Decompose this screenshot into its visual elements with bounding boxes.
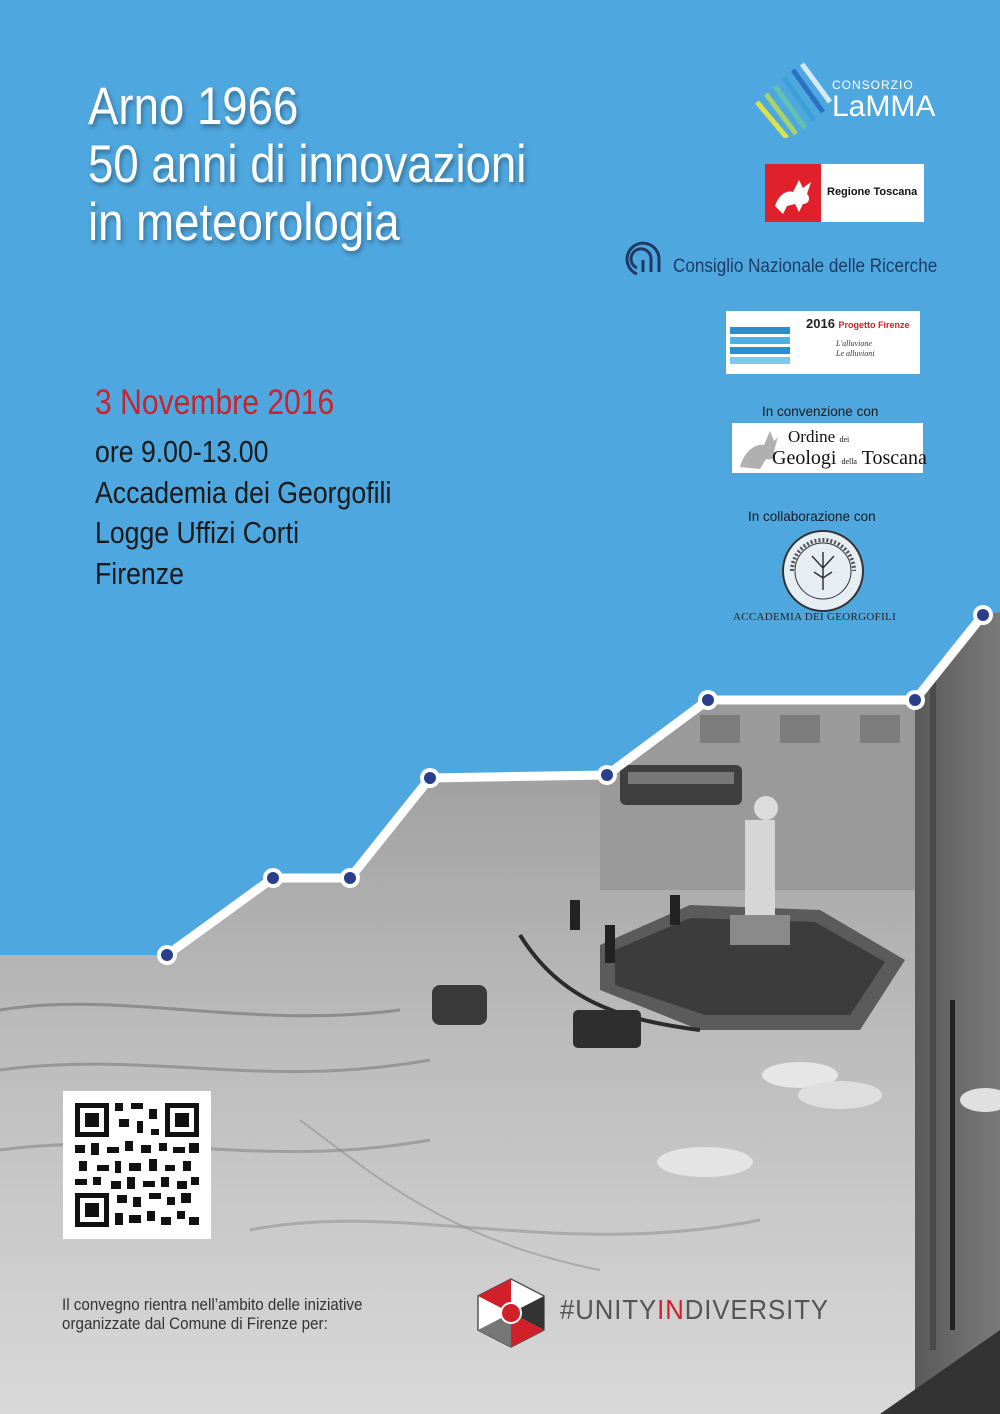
event-time: ore 9.00-13.00 (95, 434, 269, 469)
title-line-1: Arno 1966 (88, 77, 299, 136)
title-line-2: 50 anni di innovazioni (88, 135, 527, 194)
geologi-toscana: Toscana (861, 447, 927, 469)
event-address: Logge Uffizi Corti (95, 515, 300, 550)
accademia-seal-icon (780, 528, 866, 614)
convenzione-label: In convenzione con (762, 404, 879, 419)
footer-text (62, 1296, 362, 1334)
accademia-label: ACCADEMIA DEI GEORGOFILI (733, 611, 897, 623)
progetto-year: 2016 (806, 316, 835, 331)
progetto-name: Progetto Firenze (838, 320, 910, 330)
lamma-stripes-icon (752, 62, 832, 138)
qr-code[interactable] (63, 1091, 211, 1239)
ordine-geologi-logo (732, 423, 927, 473)
unity-in-diversity (560, 1294, 829, 1326)
unity-in: IN (657, 1294, 685, 1325)
cnr-label: Consiglio Nazionale delle Ricerche (673, 256, 938, 277)
regione-label: Regione Toscana (827, 186, 918, 198)
event-date: 3 Novembre 2016 (95, 383, 335, 422)
footer-line-1: Il convegno rientra nell’ambito delle iniziative (62, 1296, 363, 1314)
footer-line-2: organizzate dal Comune di Firenze per: (62, 1315, 328, 1333)
lamma-consorzio: CONSORZIO (832, 78, 914, 92)
progetto-sub-2: Le alluvioni (836, 349, 875, 358)
unity-hash-unity: #UNITY (560, 1294, 658, 1325)
event-info (95, 432, 391, 594)
unity-diversity: DIVERSITY (684, 1294, 829, 1325)
event-city: Firenze (95, 555, 184, 591)
pegasus-icon (765, 164, 821, 222)
geologi-della: della (841, 457, 857, 466)
progetto-waves-icon (726, 311, 802, 374)
collaborazione-label: In collaborazione con (748, 509, 876, 524)
poster-title (88, 78, 526, 252)
geologi-geologi: Geologi (772, 447, 837, 469)
geologi-ordine: Ordine (788, 427, 836, 446)
regione-toscana-logo (765, 164, 924, 222)
event-venue: Accademia dei Georgofili (95, 474, 392, 510)
progetto-firenze-logo (726, 311, 920, 374)
progetto-sub-1: L'alluvione (836, 339, 872, 348)
geologi-dei: dei (839, 435, 850, 444)
title-line-3: in meteorologia (88, 193, 400, 252)
lamma-name: LaMMA (832, 90, 936, 123)
unity-hexagon-icon (476, 1277, 546, 1349)
cnr-icon (617, 238, 665, 278)
lamma-logo (752, 62, 942, 138)
cnr-logo (617, 238, 977, 278)
qr-code-icon (63, 1091, 211, 1239)
